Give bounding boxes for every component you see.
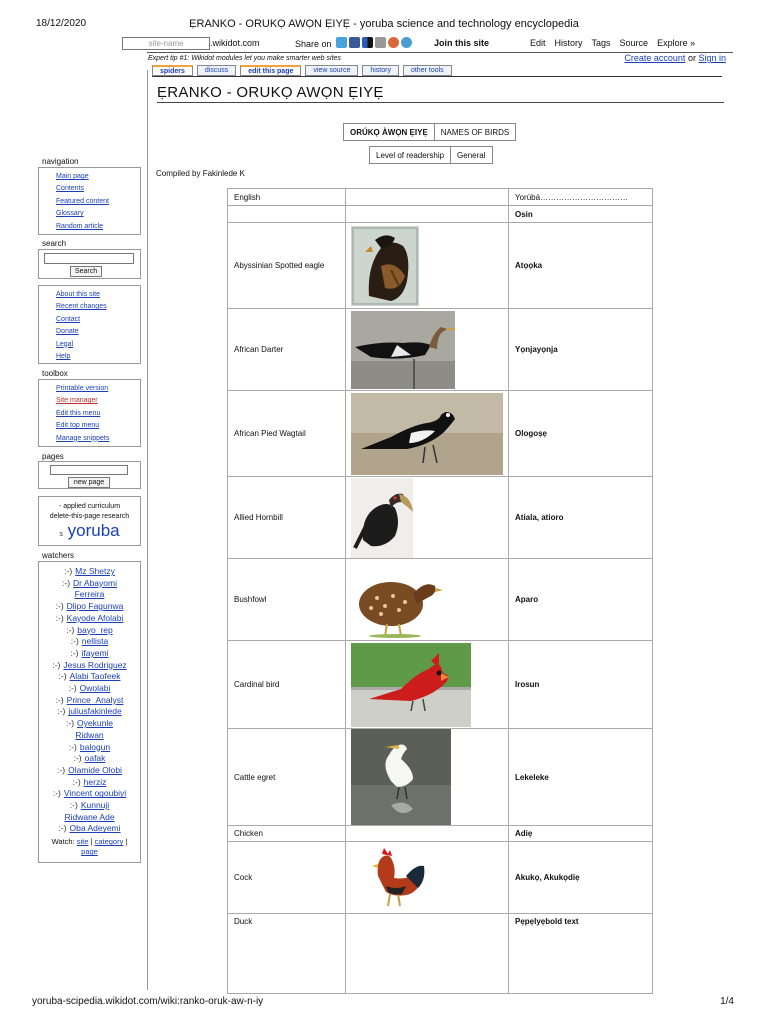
search-button[interactable]: Search: [70, 266, 102, 277]
subheader-yoruba: Osin: [509, 206, 653, 223]
title-rule: [157, 102, 724, 103]
watcher-name-link[interactable]: Ridwane Ade: [64, 811, 115, 822]
watcher-item: [39, 636, 140, 648]
readership-label: Level of readership: [370, 147, 451, 164]
sidebar-item-contents[interactable]: Contents: [56, 185, 85, 193]
print-title: ẸRANKO - ORUKỌ AWỌN ẸIYẸ - yoruba science and technology encyclopedia: [189, 18, 579, 30]
search-input[interactable]: [44, 253, 134, 264]
watch-label: Watch:: [51, 837, 75, 847]
watcher-item: [39, 683, 140, 695]
watcher-item: [39, 765, 140, 777]
english-name: Cattle egret: [228, 729, 346, 826]
table-header-row: [228, 189, 653, 206]
watcher-name-link[interactable]: Vincent ogoubiyi: [63, 788, 127, 799]
tab-history[interactable]: history: [362, 65, 399, 76]
toolbox-heading: toolbox: [42, 369, 68, 378]
top-nav: [530, 38, 695, 48]
header-yoruba: Yorùbá……………………………: [509, 189, 653, 206]
compiled-by: Compiled by Fakinlede K: [156, 169, 245, 178]
watcher-smiley: :-): [68, 741, 77, 752]
watcher-name-link[interactable]: Prince_Analyst: [66, 694, 124, 705]
top-bar: [120, 36, 730, 52]
yoruba-name: Atiala, atioro: [509, 477, 653, 559]
table-row: [228, 729, 653, 826]
watcher-item: [39, 671, 140, 683]
yoruba-name: Pẹpẹlyẹbold text: [509, 914, 653, 994]
bushfowl-photo: [351, 562, 443, 638]
watcher-name-link[interactable]: oafak: [84, 753, 106, 764]
watcher-item: [39, 695, 140, 707]
watcher-item: [39, 625, 140, 637]
page-title: ẸRANKO - ORUKỌ AWỌN ẸIYẸ: [157, 84, 384, 101]
readership-value: General: [451, 147, 492, 164]
watchers-box: [38, 561, 141, 863]
watcher-item: [39, 742, 140, 754]
facebook-icon[interactable]: [349, 37, 360, 48]
darter-photo: [351, 311, 455, 389]
watcher-name-link[interactable]: ifayemi: [81, 647, 109, 658]
watcher-name-link[interactable]: Oyekunle: [77, 718, 113, 729]
sidebar-item-manage-snippets[interactable]: Manage snippets: [56, 434, 110, 442]
sidebar-item-edit-menu[interactable]: Edit this menu: [56, 409, 101, 417]
english-name: Allied Hornbill: [228, 477, 346, 559]
account-links: [624, 53, 726, 63]
watcher-item: [39, 648, 140, 660]
print-date: 18/12/2020: [36, 18, 87, 29]
watch-links: [39, 837, 140, 857]
sidebar-item-contact[interactable]: Contact: [56, 315, 81, 323]
share-label: Share on: [295, 39, 332, 49]
tab-other-tools[interactable]: other tools: [403, 65, 452, 76]
table-row: [228, 391, 653, 477]
join-site-link[interactable]: Join this site: [434, 38, 490, 48]
search-heading: search: [42, 239, 67, 248]
names-header-english: NAMES OF BIRDS: [434, 124, 515, 141]
twitter-icon[interactable]: [336, 37, 347, 48]
yoruba-name: Akukọ, Akukọdiẹ: [509, 842, 653, 914]
page-tabs: [152, 65, 452, 76]
egret-photo: [351, 729, 451, 825]
navigation-heading: navigation: [42, 157, 79, 166]
watch-separator: |: [125, 837, 128, 847]
bird-image-cell: [346, 477, 509, 559]
watcher-item: [39, 613, 140, 625]
print-url: yoruba-scipedia.wikidot.com/wiki:ranko-oruk-aw-n-iy: [32, 996, 264, 1007]
new-page-button[interactable]: new page: [68, 477, 110, 488]
hornbill-photo: [351, 478, 413, 558]
watcher-smiley: :-): [66, 718, 75, 729]
watcher-name-link[interactable]: Ferreira: [74, 589, 105, 600]
sidebar-item-printable[interactable]: Printable version: [56, 385, 109, 392]
watcher-name-link[interactable]: Alabi Taofeek: [69, 671, 121, 682]
english-name: Cock: [228, 842, 346, 914]
sidebar-item-edit-top-menu[interactable]: Edit top menu: [56, 422, 100, 430]
cardinal-photo: [351, 643, 471, 727]
eagle-photo: [351, 226, 419, 306]
watcher-smiley: :-): [72, 776, 81, 787]
watcher-item: [39, 601, 140, 613]
tab-view-source[interactable]: view source: [305, 65, 358, 76]
sidebar-item-site-manager[interactable]: Site manager: [56, 397, 98, 405]
watcher-name-link[interactable]: bayo_rep: [77, 624, 113, 635]
names-header-yoruba: ORÚKỌ ÀWỌN ẸIYẸ: [344, 124, 435, 141]
tab-discuss[interactable]: discuss: [197, 65, 236, 76]
curriculum-tag[interactable]: [39, 522, 140, 544]
table-row: [228, 842, 653, 914]
sidebar-item-featured[interactable]: Featured content: [56, 197, 109, 205]
watcher-smiley: :-): [69, 800, 78, 811]
new-page-input[interactable]: [50, 465, 128, 475]
watcher-item: [39, 706, 140, 718]
watcher-item: [39, 718, 140, 741]
watcher-item: [39, 566, 140, 578]
birds-table: [227, 188, 653, 994]
watcher-smiley: :-): [62, 577, 71, 588]
bird-image-cell: [346, 826, 509, 842]
bird-image-cell: [346, 391, 509, 477]
toolbox-box: [38, 379, 141, 447]
watch-category-link[interactable]: category: [94, 837, 124, 847]
digg-icon[interactable]: [375, 37, 386, 48]
bird-image-cell: [346, 559, 509, 641]
globe-icon[interactable]: [401, 37, 412, 48]
english-name: Duck: [228, 914, 346, 994]
bird-image-cell: [346, 641, 509, 729]
top-nav-tags[interactable]: Tags: [591, 38, 611, 48]
info-box: [38, 285, 141, 364]
watcher-name-link[interactable]: juliusfakinlede: [68, 706, 122, 717]
watcher-smiley: :-): [55, 601, 64, 612]
yoruba-name: Atọọka: [509, 223, 653, 309]
header-english: English: [228, 189, 346, 206]
watcher-name-link[interactable]: herziz: [83, 776, 107, 787]
print-page-number: 1/4: [720, 996, 734, 1007]
search-box: [38, 249, 141, 279]
curriculum-line-2: delete-this-page research: [49, 513, 130, 520]
top-nav-explore[interactable]: Explore »: [657, 38, 696, 48]
watcher-item: [39, 788, 140, 800]
english-name: African Darter: [228, 309, 346, 391]
cock-photo: [366, 846, 426, 910]
watch-separator: |: [90, 837, 93, 847]
english-name: Chicken: [228, 826, 346, 842]
watcher-name-link[interactable]: Dlipo Fagunwa: [66, 601, 124, 612]
top-nav-history[interactable]: History: [554, 38, 583, 48]
watcher-item: [39, 777, 140, 789]
sidebar-divider: [147, 70, 148, 990]
wagtail-photo: [351, 393, 503, 475]
watcher-smiley: :-): [55, 612, 64, 623]
pages-box: [38, 461, 141, 489]
yoruba-name: Adiẹ: [509, 826, 653, 842]
site-domain: .wikidot.com: [210, 38, 260, 48]
watcher-smiley: :-): [66, 624, 75, 635]
names-header-table: [343, 123, 516, 141]
bird-image-cell: [346, 842, 509, 914]
table-row: [228, 914, 653, 994]
account-or: or: [687, 53, 696, 63]
watcher-name-link[interactable]: Ridwan: [75, 729, 104, 740]
english-name: Abyssinian Spotted eagle: [228, 223, 346, 309]
watcher-name-link[interactable]: Kunnuji: [80, 800, 110, 811]
tab-edit-page[interactable]: edit this page: [240, 65, 301, 76]
watcher-item: [39, 578, 140, 601]
navigation-box: [38, 167, 141, 235]
english-name: Bushfowl: [228, 559, 346, 641]
watcher-name-link[interactable]: nellista: [81, 636, 109, 647]
watcher-name-link[interactable]: Mz Shetzy: [75, 566, 115, 576]
expert-tip: Expert tip #1: Wikidot modules let you make smarter web sites: [148, 55, 341, 62]
tab-spiders[interactable]: spiders: [152, 65, 193, 76]
create-account-link[interactable]: Create account: [624, 53, 686, 63]
sidebar-item-help[interactable]: Help: [56, 353, 71, 361]
watcher-name-link[interactable]: Dr Abayomi: [73, 577, 117, 588]
watcher-smiley: :-): [70, 636, 79, 647]
curriculum-big: yoruba: [67, 521, 120, 540]
english-name: Cardinal bird: [228, 641, 346, 729]
table-row: [228, 826, 653, 842]
bird-image-cell: [346, 914, 509, 994]
yoruba-name: Aparo: [509, 559, 653, 641]
english-name: African Pied Wagtail: [228, 391, 346, 477]
yoruba-name: Lekeleke: [509, 729, 653, 826]
sidebar-item-donate[interactable]: Donate: [56, 328, 79, 336]
watcher-smiley: :-): [52, 788, 61, 799]
bird-image-cell: [346, 729, 509, 826]
readership-table: [369, 146, 493, 164]
watcher-name-link[interactable]: balogun: [79, 741, 111, 752]
watcher-smiley: :-): [58, 823, 67, 834]
header-image: [346, 189, 509, 206]
delicious-icon[interactable]: [362, 37, 373, 48]
bird-image-cell: [346, 223, 509, 309]
watcher-smiley: :-): [68, 683, 77, 694]
sidebar-item-glossary[interactable]: Glossary: [56, 210, 84, 218]
table-row: [228, 223, 653, 309]
watcher-item: [39, 660, 140, 672]
watcher-smiley: :-): [57, 706, 66, 717]
pages-heading: pages: [42, 452, 64, 461]
bird-image-cell: [346, 309, 509, 391]
yoruba-name: Yọnjayọnja: [509, 309, 653, 391]
sidebar-item-about[interactable]: About this site: [56, 291, 100, 298]
table-row: [228, 477, 653, 559]
watcher-smiley: :-): [57, 764, 66, 775]
watcher-item: [39, 753, 140, 765]
sign-in-link[interactable]: Sign in: [698, 53, 726, 63]
watcher-name-link[interactable]: Jesus Rodriguez: [63, 659, 127, 670]
curriculum-box: [38, 496, 141, 546]
watch-site-link[interactable]: site: [76, 837, 89, 847]
watcher-smiley: :-): [64, 566, 73, 576]
site-name-input[interactable]: site-name: [122, 37, 210, 50]
sidebar-item-random[interactable]: Random article: [56, 222, 104, 230]
watch-page-link[interactable]: page: [81, 847, 98, 857]
watchers-heading: watchers: [42, 551, 75, 560]
sidebar-item-recent-changes[interactable]: Recent changes: [56, 303, 107, 311]
table-subheader-row: [228, 206, 653, 223]
share-icons: [336, 37, 412, 48]
watcher-name-link[interactable]: Kayode Afolabi: [66, 612, 124, 623]
watcher-name-link[interactable]: Oba Adeyemi: [69, 823, 121, 834]
sidebar-item-main-page[interactable]: Main page: [56, 173, 89, 180]
table-row: [228, 309, 653, 391]
watcher-smiley: :-): [52, 659, 61, 670]
watchers-list: [39, 566, 140, 835]
watcher-smiley: :-): [70, 647, 79, 658]
watcher-name-link[interactable]: Owolabi: [79, 683, 111, 694]
table-row: [228, 641, 653, 729]
watcher-item: [39, 823, 140, 835]
curriculum-line-1: - applied curriculum: [58, 503, 121, 510]
watcher-smiley: :-): [55, 694, 64, 705]
watcher-item: [39, 800, 140, 823]
tab-divider: [152, 76, 722, 77]
curriculum-prefix: s: [59, 531, 63, 538]
watcher-smiley: :-): [58, 671, 67, 682]
watcher-smiley: :-): [73, 753, 82, 764]
watcher-name-link[interactable]: Olamide Olobi: [68, 764, 122, 775]
table-row: [228, 559, 653, 641]
yoruba-name: Ologoṣẹ: [509, 391, 653, 477]
stumble-icon[interactable]: [388, 37, 399, 48]
yoruba-name: Irosun: [509, 641, 653, 729]
top-nav-edit[interactable]: Edit: [530, 38, 546, 48]
sidebar-item-legal[interactable]: Legal: [56, 340, 74, 348]
top-nav-source[interactable]: Source: [619, 38, 649, 48]
